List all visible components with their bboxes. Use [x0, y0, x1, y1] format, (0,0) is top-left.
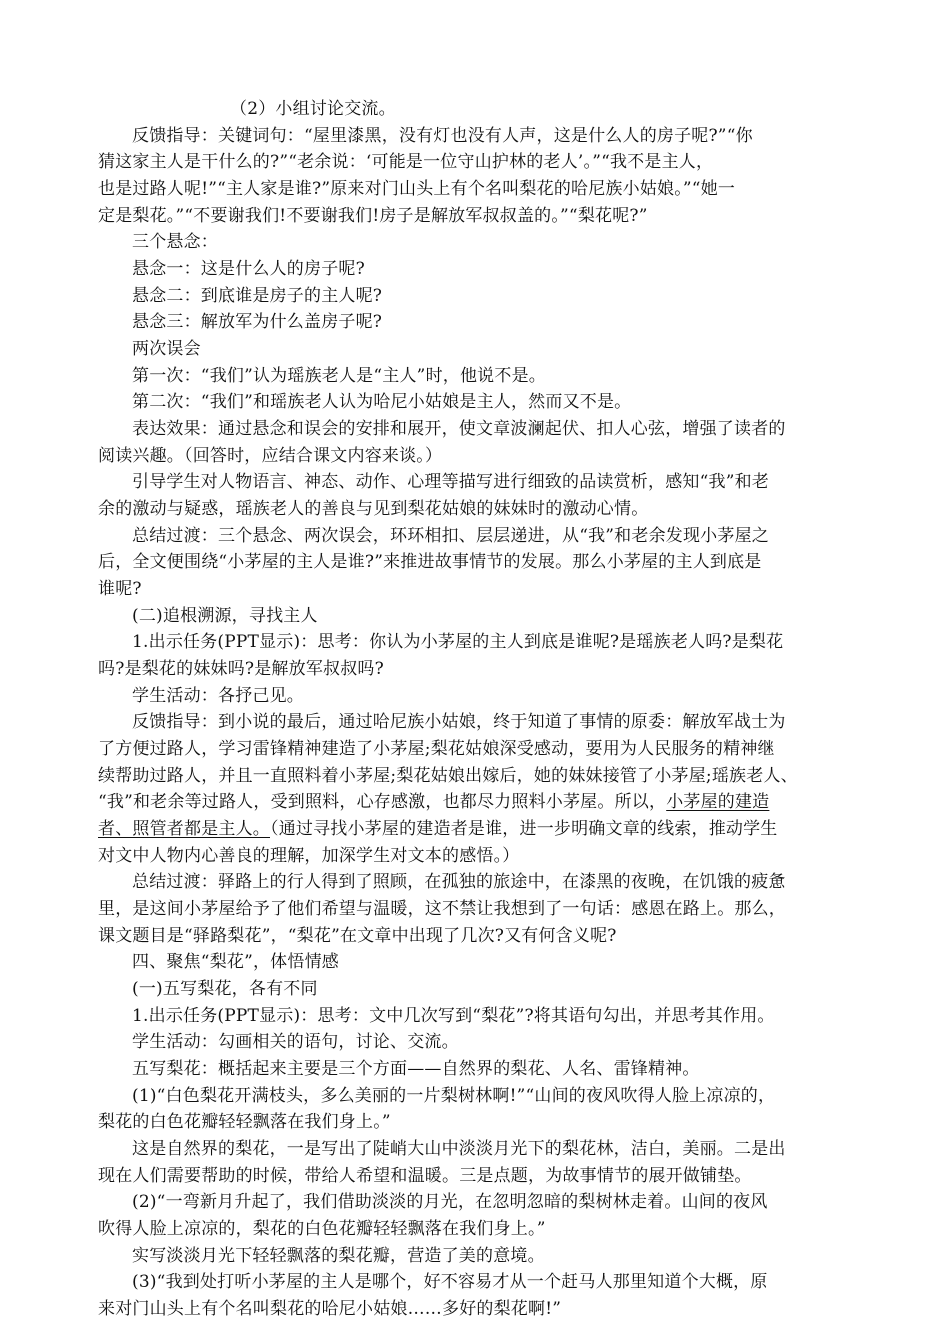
text-line: 课文题目是“驿路梨花”，“梨花”在文章中出现了几次?又有何含义呢?	[98, 926, 617, 946]
text-line: 阅读兴趣。（回答时，应结合课文内容来谈。）	[98, 446, 443, 466]
text-line: (2)“一弯新月升起了，我们借助淡淡的月光，在忽明忽暗的梨树林走着。山间的夜风	[132, 1192, 768, 1212]
text-line: 悬念二：到底谁是房子的主人呢?	[132, 286, 383, 306]
text-line: 谁呢?	[98, 579, 142, 599]
underlined-text: 者、照管者都是主人。	[98, 819, 270, 839]
text-line: 两次误会	[132, 339, 201, 359]
text-line: 总结过渡：三个悬念、两次误会，环环相扣、层层递进，从“我”和老余发现小茅屋之	[132, 526, 769, 546]
text-line: 总结过渡：驿路上的行人得到了照顾，在孤独的旅途中，在漆黑的夜晚，在饥饿的疲惫	[132, 872, 786, 892]
text-line: 第一次：“我们”认为瑶族老人是“主人”时，他说不是。	[132, 366, 546, 386]
text-line: 余的激动与疑惑，瑶族老人的善良与见到梨花姑娘的妹妹时的激动心情。	[98, 499, 649, 519]
text-line: 三个悬念：	[132, 232, 218, 252]
text-line: 学生活动：勾画相关的语句，讨论、交流。	[132, 1032, 459, 1052]
text-line: 梨花的白色花瓣轻轻飘落在我们身上。”	[98, 1112, 391, 1132]
section-heading: (一)五写梨花，各有不同	[132, 979, 318, 999]
text-line: 后，全文便围绕“小茅屋的主人是谁?”来推进故事情节的发展。那么小茅屋的主人到底是	[98, 552, 762, 572]
text-line: 五写梨花：概括起来主要是三个方面——自然界的梨花、人名、雷锋精神。	[132, 1059, 700, 1079]
text-line: 吗?是梨花的妹妹吗?是解放军叔叔吗?	[98, 659, 384, 679]
text-line: 现在人们需要帮助的时候，带给人希望和温暖。三是点题，为故事情节的展开做铺垫。	[98, 1166, 752, 1186]
text-line: 对文中人物内心善良的理解，加深学生对文本的感悟。）	[98, 846, 520, 866]
text-line: 第二次：“我们”和瑶族老人认为哈尼小姑娘是主人，然而又不是。	[132, 392, 632, 412]
text-line	[98, 817, 778, 841]
text-line: 悬念三：解放军为什么盖房子呢?	[132, 312, 383, 332]
text-line: 1.出示任务(PPT显示)：思考：文中几次写到“梨花”?将其语句勾出，并思考其作用。	[132, 1006, 775, 1026]
text-line: 了方便过路人，学习雷锋精神建造了小茅屋;梨花姑娘深受感动，要用为人民服务的精神继	[98, 739, 775, 759]
text-line: 表达效果：通过悬念和误会的安排和展开，使文章波澜起伏、扣人心弦，增强了读者的	[132, 419, 786, 439]
text-line: 学生活动：各抒己见。	[132, 686, 304, 706]
text-line: 这是自然界的梨花，一是写出了陡峭大山中淡淡月光下的梨花林，洁白，美丽。二是出	[132, 1139, 786, 1159]
text-line: 续帮助过路人，并且一直照料着小茅屋;梨花姑娘出嫁后，她的妹妹接管了小茅屋;瑶族老人、	[98, 766, 798, 786]
section-heading: (二)追根溯源，寻找主人	[132, 606, 318, 626]
text-line: 也是过路人呢!”“主人家是谁?”原来对门山头上有个名叫梨花的哈尼族小姑娘。”“她一	[98, 179, 736, 199]
text-line: (3)“我到处打听小茅屋的主人是哪个，好不容易才从一个赶马人那里知道个大概，原	[132, 1272, 768, 1292]
text-line: 定是梨花。”“不要谢我们!不要谢我们!房子是解放军叔叔盖的。”“梨花呢?”	[98, 206, 648, 226]
text-line: 悬念一：这是什么人的房子呢?	[132, 259, 365, 279]
text-line: (1)“白色梨花开满枝头，多么美丽的一片梨树林啊!”“山间的夜风吹得人脸上凉凉的，	[132, 1086, 776, 1106]
text-line: 反馈指导：关键词句：“屋里漆黑，没有灯也没有人声，这是什么人的房子呢?”“你	[132, 126, 753, 146]
text-segment: （通过寻找小茅屋的建造者是谁，进一步明确文章的线索，推动学生	[270, 819, 778, 839]
text-line: 反馈指导：到小说的最后，通过哈尼族小姑娘，终于知道了事情的原委：解放军战士为	[132, 712, 786, 732]
text-line: （2）小组讨论交流。	[230, 99, 396, 119]
text-segment: “我”和老余等过路人，受到照料，心存感激，也都尽力照料小茅屋。所以，	[98, 792, 667, 812]
section-heading: 四、聚焦“梨花”，体悟情感	[132, 952, 339, 972]
text-line: 实写淡淡月光下轻轻飘落的梨花瓣，营造了美的意境。	[132, 1246, 545, 1266]
text-line	[98, 790, 769, 814]
text-line: 引导学生对人物语言、神态、动作、心理等描写进行细致的品读赏析，感知“我”和老	[132, 472, 769, 492]
underlined-text: 小茅屋的建造	[666, 792, 770, 812]
text-line: 吹得人脸上凉凉的，梨花的白色花瓣轻轻飘落在我们身上。”	[98, 1219, 546, 1239]
text-line: 1.出示任务(PPT显示)：思考：你认为小茅屋的主人到底是谁呢?是瑶族老人吗?是梨花	[132, 632, 784, 652]
text-line: 来对门山头上有个名叫梨花的哈尼小姑娘……多好的梨花啊!”	[98, 1299, 562, 1319]
text-line: 里，是这间小茅屋给予了他们希望与温暖，这不禁让我想到了一句话：感恩在路上。那么，	[98, 899, 786, 919]
text-line: 猜这家主人是干什么的?”“老余说：‘可能是一位守山护林的老人’。”“我不是主人，	[98, 152, 714, 172]
